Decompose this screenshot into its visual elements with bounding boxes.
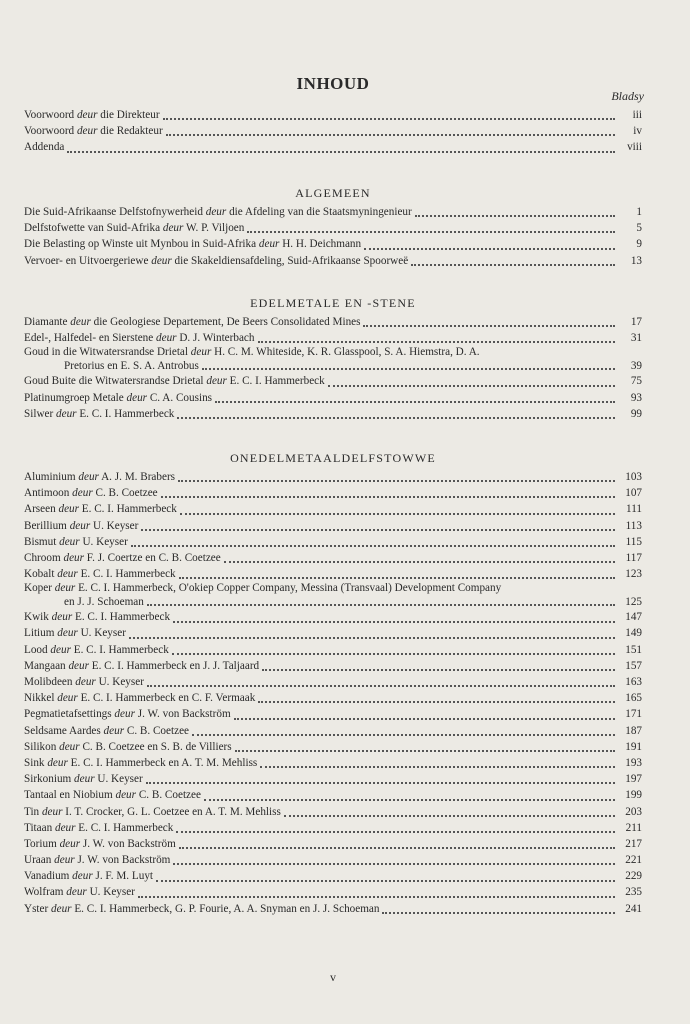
toc-entry-subject: Bismut xyxy=(24,535,60,548)
toc-entry-author: A. J. M. Brabers xyxy=(98,470,176,483)
toc-entry xyxy=(24,804,642,820)
dot-leader xyxy=(364,246,615,250)
toc-entry-subject: Diamante xyxy=(24,315,71,328)
toc-entry-author: W. P. Viljoen xyxy=(183,222,245,235)
dot-leader xyxy=(173,861,615,865)
dot-leader xyxy=(382,910,615,914)
toc-entry-page: 163 xyxy=(625,676,642,689)
toc-entry xyxy=(24,406,642,422)
toc-entry xyxy=(24,739,642,755)
toc-entry xyxy=(24,868,642,884)
dot-leader xyxy=(67,149,615,153)
dot-leader xyxy=(411,262,615,266)
toc-entry-title xyxy=(24,901,379,917)
dot-leader xyxy=(262,667,615,671)
toc-entry-subject: Koper xyxy=(24,582,55,595)
dot-leader xyxy=(176,829,615,833)
toc-entry-deur: deur xyxy=(103,724,125,737)
toc-entry-subject: Tin xyxy=(24,805,42,818)
toc-entry-author: F. J. Coertze en C. B. Coetzee xyxy=(83,551,221,564)
toc-entry-author: U. Keyser xyxy=(94,773,143,786)
toc-entry-subject: Seldsame Aardes xyxy=(24,724,104,737)
toc-entry-author: I. T. Crocker, G. L. Coetzee en A. T. M. Mehliss xyxy=(62,805,281,818)
toc-entry-deur: deur xyxy=(57,627,78,640)
toc-entry-page: 211 xyxy=(625,821,642,834)
toc-entry-title xyxy=(24,469,175,485)
toc-entry xyxy=(24,469,642,485)
toc-entry-page: 17 xyxy=(630,315,642,328)
toc-entry-title xyxy=(24,253,408,269)
toc-entry-deur: deur xyxy=(51,611,73,624)
toc-entry-author: die Redakteur xyxy=(97,125,163,138)
toc-entry-deur: deur xyxy=(59,740,80,753)
toc-entry xyxy=(24,836,642,852)
toc-entry-subject: Edel-, Halfedel- en Sierstene xyxy=(24,332,157,345)
toc-entry-page: 157 xyxy=(625,659,642,672)
toc-entry-subject: Vanadium xyxy=(24,870,73,883)
toc-entry-author: H. H. Deichmann xyxy=(279,238,362,251)
toc-entry-title xyxy=(24,550,221,566)
toc-entry-deur: deur xyxy=(69,519,91,532)
toc-entry-title xyxy=(24,690,255,706)
toc-entry xyxy=(24,885,642,901)
dot-leader xyxy=(177,415,615,419)
dot-leader xyxy=(141,527,615,531)
dot-leader xyxy=(258,699,615,703)
toc-entry xyxy=(24,901,642,917)
toc-entry-author: E. C. I. Hammerbeck xyxy=(79,503,177,516)
toc-entry-subject: Antimoon xyxy=(24,487,73,500)
toc-entry-title xyxy=(24,406,174,422)
toc-entry-title xyxy=(24,804,281,820)
toc-entry-deur: deur xyxy=(66,886,87,899)
toc-entry-subject: Die Suid-Afrikaanse Delfstofnywerheid xyxy=(24,205,206,218)
toc-entry-page: 147 xyxy=(625,611,642,624)
toc-entry-deur: deur xyxy=(115,789,137,802)
toc-entry-title xyxy=(24,642,169,658)
dot-leader xyxy=(180,511,615,515)
toc-entry-author: E. C. I. Hammerbeck xyxy=(75,821,174,834)
toc-entry-page: 9 xyxy=(636,238,642,251)
toc-entry-author: U. Keyser xyxy=(79,535,128,548)
dot-leader xyxy=(247,229,615,233)
toc-entry-deur: deur xyxy=(51,902,72,915)
toc-entry xyxy=(24,534,642,550)
toc-entry-subject: Sink xyxy=(24,756,48,769)
toc-entry-deur: deur xyxy=(68,659,89,672)
toc-entry-author: E. C. I. Hammerbeck en A. T. M. Mehliss xyxy=(67,756,258,769)
toc-entry-title xyxy=(24,518,138,534)
dot-leader xyxy=(258,339,616,343)
toc-entry-author: E. C. I. Hammerbeck xyxy=(76,407,175,420)
page-column-label: Bladsy xyxy=(611,89,644,103)
toc-entry-deur: deur xyxy=(76,108,98,121)
toc-entry-subject: Silikon xyxy=(24,740,60,753)
toc-entry-title xyxy=(24,330,255,346)
toc-entry xyxy=(24,107,642,123)
toc-entry xyxy=(24,390,642,406)
toc-entry-page: 171 xyxy=(625,708,642,721)
toc-entry-deur: deur xyxy=(41,805,63,818)
toc-entry xyxy=(24,566,642,582)
dot-leader xyxy=(146,780,615,784)
toc-entry-title xyxy=(24,501,177,517)
dot-leader xyxy=(147,683,615,687)
toc-entry xyxy=(24,626,642,642)
toc-entry-deur: deur xyxy=(72,487,93,500)
toc-entry-title xyxy=(24,314,360,330)
toc-entry-deur: deur xyxy=(57,692,78,705)
toc-entry-deur: deur xyxy=(162,222,184,235)
toc-entry-title xyxy=(24,139,64,155)
dot-leader xyxy=(328,383,615,387)
toc-entry-title xyxy=(24,582,642,595)
toc-entry-subject: Vervoer- en Uitvoergeriewe xyxy=(24,254,152,267)
toc-entry xyxy=(24,755,642,771)
toc-entry-subject: Wolfram xyxy=(24,886,67,899)
toc-entry-deur: deur xyxy=(54,821,76,834)
toc-entry-page: 93 xyxy=(630,391,642,404)
dot-leader xyxy=(415,213,615,217)
toc-entry-page: 125 xyxy=(625,596,642,609)
toc-entry-title xyxy=(24,739,232,755)
toc-entry-page: 235 xyxy=(625,886,642,899)
toc-entry-title xyxy=(24,787,201,803)
toc-entry-author: E. C. I. Hammerbeck xyxy=(226,375,325,388)
toc-entry-continuation-line xyxy=(24,359,642,373)
toc-entry-author: C. B. Coetzee xyxy=(124,724,189,737)
toc-entry-author-cont: Pretorius en E. S. A. Antrobus xyxy=(64,360,199,373)
toc-entry xyxy=(24,787,642,803)
toc-entry-page: 241 xyxy=(625,902,642,915)
toc-entry-subject: Litium xyxy=(24,627,58,640)
toc-entry-page: 13 xyxy=(630,254,642,267)
page-number: v xyxy=(330,970,336,984)
dot-leader xyxy=(234,716,615,720)
toc-entry xyxy=(24,501,642,517)
toc-entry-page: 103 xyxy=(625,470,642,483)
toc-entry-deur: deur xyxy=(74,773,95,786)
toc-entry-deur: deur xyxy=(59,837,81,850)
toc-entry-author: J. W. von Backström xyxy=(80,837,176,850)
toc-entry-subject: Aluminium xyxy=(24,470,79,483)
toc-entry-deur: deur xyxy=(56,407,77,420)
dot-leader xyxy=(131,543,615,547)
toc-entry-subject: Addenda xyxy=(24,141,65,154)
toc-entry xyxy=(24,314,642,330)
toc-entry-page: 123 xyxy=(625,568,642,581)
toc-entry-author: C. B. Coetzee en S. B. de Villiers xyxy=(79,740,232,753)
dot-leader xyxy=(235,748,615,752)
toc-entry-title xyxy=(24,625,126,641)
toc-entry-page: 203 xyxy=(625,805,642,818)
toc-entry-title xyxy=(24,868,153,884)
toc-entry-author: E. C. I. Hammerbeck xyxy=(72,611,171,624)
toc-entry-deur: deur xyxy=(76,125,98,138)
toc-entry-continuation-line xyxy=(24,595,642,609)
toc-entry-page: 31 xyxy=(630,332,642,345)
toc-entry xyxy=(24,139,642,155)
toc-entry-deur: deur xyxy=(47,756,68,769)
toc-entry-subject: Yster xyxy=(24,902,52,915)
dot-leader xyxy=(161,494,615,498)
toc-entry xyxy=(24,642,642,658)
toc-entry-page: viii xyxy=(627,141,642,154)
toc-entry-title xyxy=(24,534,128,550)
toc-entry-author: die Direkteur xyxy=(97,108,160,121)
toc-entry-title xyxy=(24,566,176,582)
toc-entry-subject: Silwer xyxy=(24,407,57,420)
toc-entry xyxy=(24,485,642,501)
toc-entry-deur: deur xyxy=(78,470,99,483)
dot-leader xyxy=(138,894,615,898)
toc-entry-title xyxy=(24,390,212,406)
toc-entry-deur: deur xyxy=(63,551,84,564)
toc-entry-subject: Delfstofwette van Suid-Afrika xyxy=(24,222,163,235)
toc-entry-deur: deur xyxy=(75,676,96,689)
toc-entry-author: U. Keyser xyxy=(86,886,135,899)
toc-entry-page: 193 xyxy=(625,756,642,769)
toc-entry-deur: deur xyxy=(258,238,280,251)
toc-entry-subject: Mangaan xyxy=(24,659,69,672)
toc-entry xyxy=(24,550,642,566)
toc-entry xyxy=(24,674,642,690)
toc-entry-deur: deur xyxy=(70,315,91,328)
toc-entry-subject: Voorwoord xyxy=(24,125,77,138)
toc-entry xyxy=(24,609,642,625)
front-matter-list xyxy=(24,107,642,156)
toc-entry-subject: Voorwoord xyxy=(24,108,77,121)
toc-entry-deur: deur xyxy=(205,205,227,218)
dot-leader xyxy=(215,399,615,403)
toc-entry-subject: Berillium xyxy=(24,519,70,532)
dot-leader xyxy=(202,366,615,370)
toc-entry-subject: Lood xyxy=(24,643,51,656)
section-title-onedelmetaal: ONEDELMETAALDELFSTOWWE xyxy=(230,451,436,465)
toc-entry-deur: deur xyxy=(156,332,177,345)
toc-entry xyxy=(24,690,642,706)
toc-entry-page: 111 xyxy=(626,503,642,516)
toc-entry-page: iii xyxy=(632,108,642,121)
toc-entry-author: J. W. von Backström xyxy=(74,854,171,867)
toc-entry-author: U. Keyser xyxy=(90,519,139,532)
section-title-edelmetale: EDELMETALE EN -STENE xyxy=(250,296,416,310)
toc-entry-page: 165 xyxy=(625,692,642,705)
toc-entry-author: J. F. M. Luyt xyxy=(92,870,154,883)
toc-entry-subject: Kwik xyxy=(24,611,52,624)
toc-entry-page: 99 xyxy=(630,407,642,420)
toc-page xyxy=(24,0,642,1024)
toc-entry-title xyxy=(24,346,642,359)
toc-entry-deur: deur xyxy=(54,854,75,867)
toc-entry-deur: deur xyxy=(54,582,76,595)
section-list-algemeen xyxy=(24,204,642,269)
toc-entry-author: die Skakeldiensafdeling, Suid-Afrikaanse Spoorweë xyxy=(171,254,409,267)
toc-entry-subject: Goud Buite die Witwatersrandse Drietal xyxy=(24,375,207,388)
toc-entry xyxy=(24,236,642,252)
toc-entry-page: 151 xyxy=(625,643,642,656)
toc-entry-page: 187 xyxy=(625,724,642,737)
toc-entry-deur: deur xyxy=(57,568,78,581)
toc-entry xyxy=(24,706,642,722)
toc-entry-deur: deur xyxy=(72,870,93,883)
dot-leader xyxy=(172,651,615,655)
toc-entry-page: 115 xyxy=(625,535,642,548)
toc-entry xyxy=(24,346,642,373)
toc-entry-page: 197 xyxy=(625,773,642,786)
dot-leader xyxy=(129,635,615,639)
toc-entry xyxy=(24,123,642,139)
toc-entry-author: C. B. Coetzee xyxy=(136,789,201,802)
section-title-algemeen: ALGEMEEN xyxy=(295,186,371,200)
toc-entry xyxy=(24,582,642,609)
toc-entry xyxy=(24,518,642,534)
toc-entry-author: J. W. von Backström xyxy=(134,708,231,721)
toc-entry-subject: Chroom xyxy=(24,551,64,564)
toc-entry-subject: Nikkel xyxy=(24,692,58,705)
toc-entry-title xyxy=(24,658,259,674)
toc-entry-page: 117 xyxy=(625,551,642,564)
dot-leader xyxy=(166,132,615,136)
toc-entry-author: U. Keyser xyxy=(95,676,144,689)
toc-entry xyxy=(24,220,642,236)
dot-leader xyxy=(204,797,615,801)
toc-entry-author: die Afdeling van die Staatsmyningenieur xyxy=(226,205,412,218)
toc-entry-page: 229 xyxy=(625,870,642,883)
toc-entry-deur: deur xyxy=(58,503,79,516)
toc-entry-deur: deur xyxy=(114,708,135,721)
toc-entry-page: 221 xyxy=(625,854,642,867)
toc-entry-title xyxy=(24,836,176,852)
toc-entry-author: U. Keyser xyxy=(77,627,126,640)
toc-entry-author: E. C. I. Hammerbeck, O'okiep Copper Company, Messina (Transvaal) Development Company xyxy=(75,582,502,595)
toc-entry-author: E. C. I. Hammerbeck en C. F. Vermaak xyxy=(77,692,256,705)
dot-leader xyxy=(163,116,615,120)
toc-entry-deur: deur xyxy=(190,346,212,359)
toc-entry-page: iv xyxy=(633,125,642,138)
toc-entry-author-cont: en J. J. Schoeman xyxy=(64,596,144,609)
toc-entry-subject: Pegmatietafsettings xyxy=(24,708,115,721)
toc-entry-title xyxy=(24,123,163,139)
toc-entry-author: E. C. I. Hammerbeck, G. P. Fourie, A. A. Snyman en J. J. Schoeman xyxy=(71,902,380,915)
toc-entry-author: E. C. I. Hammerbeck xyxy=(70,643,169,656)
toc-entry-page: 217 xyxy=(625,837,642,850)
toc-entry xyxy=(24,723,642,739)
toc-entry-title xyxy=(24,820,173,836)
toc-entry-page: 191 xyxy=(625,740,642,753)
toc-entry-title xyxy=(24,107,160,123)
dot-leader xyxy=(178,478,615,482)
toc-entry-deur: deur xyxy=(59,535,80,548)
toc-entry-title xyxy=(24,884,135,900)
toc-entry-page: 149 xyxy=(625,627,642,640)
section-list-onedelmetaal xyxy=(24,469,642,917)
toc-entry-subject: Titaan xyxy=(24,821,55,834)
toc-entry-subject: Die Belasting op Winste uit Mynbou in Suid-Afrika xyxy=(24,238,259,251)
toc-entry-subject: Tantaal en Niobium xyxy=(24,789,116,802)
toc-entry-author: C. A. Cousins xyxy=(147,391,213,404)
toc-entry-page: 107 xyxy=(625,487,642,500)
toc-entry-subject: Platinumgroep Metale xyxy=(24,391,127,404)
toc-entry-author: D. J. Winterbach xyxy=(176,332,255,345)
dot-leader xyxy=(192,732,615,736)
dot-leader xyxy=(173,619,615,623)
toc-entry xyxy=(24,253,642,269)
toc-entry-title xyxy=(24,706,231,722)
dot-leader xyxy=(179,845,615,849)
toc-entry-author: H. C. M. Whiteside, K. R. Glasspool, S. A. Hiemstra, D. A. xyxy=(211,346,480,359)
toc-entry xyxy=(24,820,642,836)
dot-leader xyxy=(284,813,615,817)
page-title: INHOUD xyxy=(296,74,370,93)
toc-entry-deur: deur xyxy=(151,254,172,267)
toc-entry-title xyxy=(24,236,361,252)
toc-entry-deur: deur xyxy=(206,375,227,388)
toc-entry xyxy=(24,204,642,220)
toc-entry-title xyxy=(24,771,143,787)
toc-entry-title xyxy=(24,609,170,625)
toc-entry-title xyxy=(24,674,144,690)
toc-entry xyxy=(24,852,642,868)
toc-entry-deur: deur xyxy=(126,391,148,404)
toc-entry-author: die Geologiese Departement, De Beers Consolidated Mines xyxy=(90,315,361,328)
toc-entry xyxy=(24,373,642,389)
toc-entry xyxy=(24,658,642,674)
section-list-edelmetale xyxy=(24,314,642,422)
toc-entry-author: E. C. I. Hammerbeck xyxy=(77,568,176,581)
dot-leader xyxy=(363,323,615,327)
toc-entry-title xyxy=(24,852,170,868)
toc-entry-subject: Uraan xyxy=(24,854,55,867)
toc-entry-subject: Arseen xyxy=(24,503,59,516)
toc-entry-subject: Torium xyxy=(24,837,60,850)
toc-entry-subject: Sirkonium xyxy=(24,773,75,786)
toc-entry-author: E. C. I. Hammerbeck en J. J. Taljaard xyxy=(88,659,260,672)
toc-entry-title xyxy=(24,485,158,501)
toc-entry-page: 199 xyxy=(625,789,642,802)
toc-entry-subject: Kobalt xyxy=(24,568,58,581)
toc-entry xyxy=(24,771,642,787)
toc-entry-title xyxy=(24,755,257,771)
dot-leader xyxy=(224,559,615,563)
toc-entry-title xyxy=(24,723,189,739)
toc-entry-page: 39 xyxy=(630,360,642,373)
toc-entry-subject: Goud in die Witwatersrandse Drietal xyxy=(24,346,191,359)
toc-entry-page: 75 xyxy=(630,375,642,388)
toc-entry-subject: Molibdeen xyxy=(24,676,76,689)
toc-entry-page: 113 xyxy=(625,519,642,532)
toc-entry-page: 5 xyxy=(636,222,642,235)
toc-entry-page: 1 xyxy=(636,205,642,218)
dot-leader xyxy=(156,878,615,882)
toc-entry-deur: deur xyxy=(50,643,71,656)
toc-entry-title xyxy=(24,204,412,220)
toc-entry-title xyxy=(24,220,244,236)
toc-entry-title xyxy=(24,373,325,389)
dot-leader xyxy=(147,602,615,606)
toc-entry xyxy=(24,330,642,346)
dot-leader xyxy=(179,575,615,579)
dot-leader xyxy=(260,764,615,768)
toc-entry-author: C. B. Coetzee xyxy=(92,487,158,500)
